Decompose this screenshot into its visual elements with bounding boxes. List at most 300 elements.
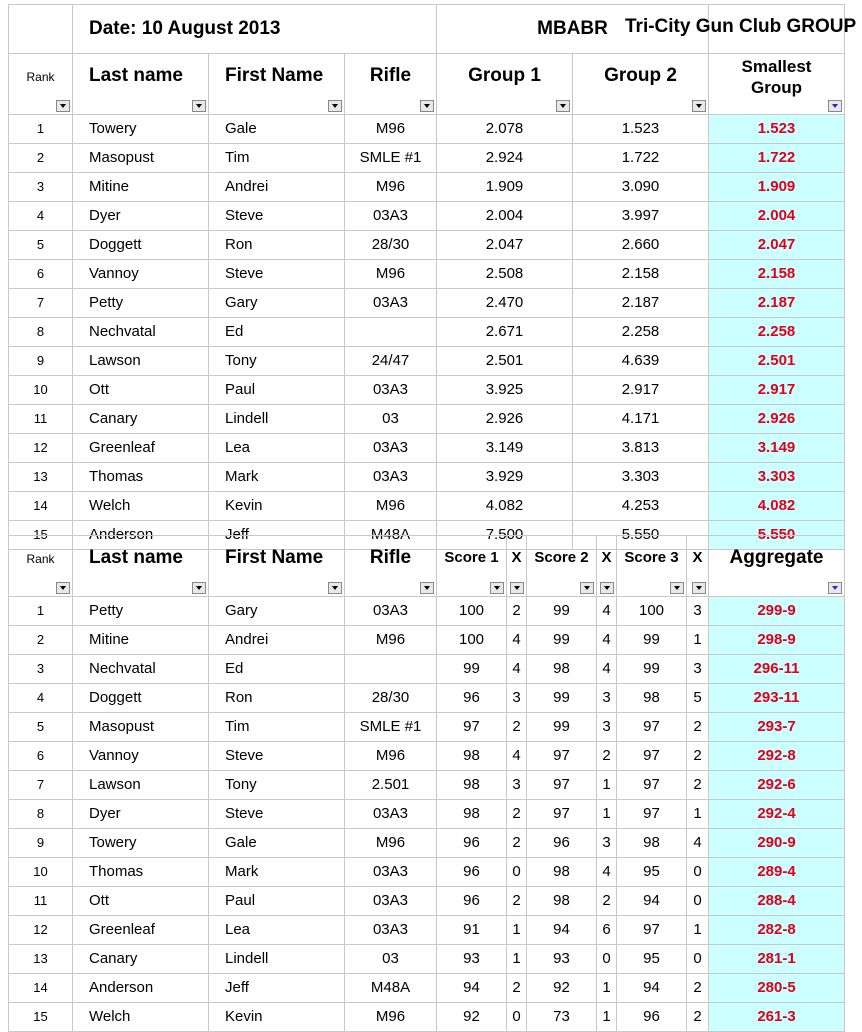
aggregate-cell[interactable]: 298-9: [709, 626, 845, 655]
rank-cell[interactable]: 7: [9, 771, 73, 800]
score3-cell[interactable]: 94: [617, 974, 687, 1003]
first-name-cell[interactable]: Ron: [209, 231, 345, 260]
rifle-header[interactable]: [345, 536, 437, 597]
score2-cell[interactable]: 97: [527, 742, 597, 771]
x1-cell[interactable]: 2: [507, 974, 527, 1003]
filter-dropdown-icon[interactable]: [670, 582, 684, 594]
rank-cell[interactable]: 9: [9, 829, 73, 858]
last-name-cell[interactable]: Greenleaf: [73, 434, 209, 463]
last-name-cell[interactable]: Masopust: [73, 144, 209, 173]
rifle-cell[interactable]: 2.501: [345, 771, 437, 800]
smallest-group-cell[interactable]: 2.047: [709, 231, 845, 260]
rifle-cell[interactable]: 03A3: [345, 916, 437, 945]
score1-cell[interactable]: 94: [437, 974, 507, 1003]
x1-cell[interactable]: 3: [507, 771, 527, 800]
rifle-cell[interactable]: M96: [345, 1003, 437, 1032]
smallest-group-cell[interactable]: 2.158: [709, 260, 845, 289]
group2-cell[interactable]: 1.722: [573, 144, 709, 173]
x3-header[interactable]: [687, 536, 709, 597]
x1-cell[interactable]: 4: [507, 626, 527, 655]
aggregate-cell[interactable]: 292-4: [709, 800, 845, 829]
rifle-cell[interactable]: 28/30: [345, 684, 437, 713]
rifle-cell[interactable]: 28/30: [345, 231, 437, 260]
rifle-cell[interactable]: M96: [345, 492, 437, 521]
score3-cell[interactable]: 97: [617, 742, 687, 771]
filter-dropdown-icon[interactable]: [328, 100, 342, 112]
rank-cell[interactable]: 4: [9, 202, 73, 231]
rank-cell[interactable]: 1: [9, 115, 73, 144]
score1-cell[interactable]: 97: [437, 713, 507, 742]
first-name-cell[interactable]: Lindell: [209, 405, 345, 434]
x2-cell[interactable]: 3: [597, 713, 617, 742]
x3-cell[interactable]: 0: [687, 887, 709, 916]
last-name-cell[interactable]: Doggett: [73, 684, 209, 713]
group1-cell[interactable]: 2.078: [437, 115, 573, 144]
x2-cell[interactable]: 3: [597, 684, 617, 713]
rank-cell[interactable]: 15: [9, 521, 73, 550]
score1-cell[interactable]: 93: [437, 945, 507, 974]
score3-header[interactable]: [617, 536, 687, 597]
last-name-header[interactable]: [73, 54, 209, 115]
rank-cell[interactable]: 14: [9, 974, 73, 1003]
x1-cell[interactable]: 1: [507, 945, 527, 974]
score1-cell[interactable]: 100: [437, 626, 507, 655]
aggregate-cell[interactable]: 288-4: [709, 887, 845, 916]
group1-cell[interactable]: 2.924: [437, 144, 573, 173]
group1-cell[interactable]: 3.929: [437, 463, 573, 492]
x3-cell[interactable]: 1: [687, 626, 709, 655]
rank-cell[interactable]: 5: [9, 713, 73, 742]
x2-cell[interactable]: 1: [597, 771, 617, 800]
x3-cell[interactable]: 0: [687, 858, 709, 887]
x3-cell[interactable]: 3: [687, 597, 709, 626]
x2-cell[interactable]: 3: [597, 829, 617, 858]
group2-cell[interactable]: 2.158: [573, 260, 709, 289]
score3-cell[interactable]: 94: [617, 887, 687, 916]
x3-cell[interactable]: 4: [687, 829, 709, 858]
score3-cell[interactable]: 98: [617, 829, 687, 858]
rank-cell[interactable]: 10: [9, 376, 73, 405]
x1-cell[interactable]: 4: [507, 742, 527, 771]
filter-dropdown-icon[interactable]: [510, 582, 524, 594]
filter-dropdown-icon[interactable]: [420, 582, 434, 594]
rifle-cell[interactable]: 03A3: [345, 858, 437, 887]
group2-cell[interactable]: 2.660: [573, 231, 709, 260]
score2-cell[interactable]: 99: [527, 713, 597, 742]
last-name-cell[interactable]: Nechvatal: [73, 655, 209, 684]
rank-cell[interactable]: 15: [9, 1003, 73, 1032]
rifle-cell[interactable]: 24/47: [345, 347, 437, 376]
aggregate-cell[interactable]: 282-8: [709, 916, 845, 945]
first-name-cell[interactable]: Steve: [209, 202, 345, 231]
rank-cell[interactable]: 13: [9, 945, 73, 974]
filter-dropdown-icon[interactable]: [328, 582, 342, 594]
first-name-cell[interactable]: Gary: [209, 289, 345, 318]
group1-cell[interactable]: 1.909: [437, 173, 573, 202]
first-name-cell[interactable]: Lea: [209, 434, 345, 463]
rank-cell[interactable]: 8: [9, 318, 73, 347]
x2-cell[interactable]: 4: [597, 858, 617, 887]
smallest-group-cell[interactable]: 2.258: [709, 318, 845, 347]
rank-header[interactable]: [9, 536, 73, 597]
aggregate-cell[interactable]: 290-9: [709, 829, 845, 858]
rifle-cell[interactable]: 03A3: [345, 800, 437, 829]
group2-cell[interactable]: 3.813: [573, 434, 709, 463]
score3-cell[interactable]: 95: [617, 858, 687, 887]
group2-cell[interactable]: 5.550: [573, 521, 709, 550]
aggregate-cell[interactable]: 261-3: [709, 1003, 845, 1032]
x1-cell[interactable]: 2: [507, 887, 527, 916]
last-name-cell[interactable]: Nechvatal: [73, 318, 209, 347]
aggregate-header[interactable]: [709, 536, 845, 597]
last-name-cell[interactable]: Thomas: [73, 463, 209, 492]
score3-cell[interactable]: 99: [617, 655, 687, 684]
x2-cell[interactable]: 1: [597, 974, 617, 1003]
score2-cell[interactable]: 99: [527, 597, 597, 626]
score3-cell[interactable]: 97: [617, 713, 687, 742]
rank-cell[interactable]: 11: [9, 887, 73, 916]
smallest-group-cell[interactable]: 1.909: [709, 173, 845, 202]
x2-cell[interactable]: 1: [597, 800, 617, 829]
x3-cell[interactable]: 2: [687, 742, 709, 771]
score1-cell[interactable]: 98: [437, 800, 507, 829]
score2-cell[interactable]: 99: [527, 684, 597, 713]
score2-cell[interactable]: 97: [527, 800, 597, 829]
rifle-cell[interactable]: SMLE #1: [345, 144, 437, 173]
score2-cell[interactable]: 92: [527, 974, 597, 1003]
rank-cell[interactable]: 6: [9, 260, 73, 289]
last-name-cell[interactable]: Petty: [73, 597, 209, 626]
score1-cell[interactable]: 96: [437, 684, 507, 713]
first-name-cell[interactable]: Kevin: [209, 1003, 345, 1032]
score2-cell[interactable]: 98: [527, 858, 597, 887]
score1-cell[interactable]: 91: [437, 916, 507, 945]
aggregate-cell[interactable]: 299-9: [709, 597, 845, 626]
x3-cell[interactable]: 2: [687, 1003, 709, 1032]
score1-cell[interactable]: 98: [437, 771, 507, 800]
filter-dropdown-icon[interactable]: [692, 100, 706, 112]
first-name-cell[interactable]: Lindell: [209, 945, 345, 974]
score3-cell[interactable]: 96: [617, 1003, 687, 1032]
score1-cell[interactable]: 99: [437, 655, 507, 684]
group1-cell[interactable]: 2.470: [437, 289, 573, 318]
group1-cell[interactable]: 2.501: [437, 347, 573, 376]
score1-cell[interactable]: 100: [437, 597, 507, 626]
last-name-cell[interactable]: Towery: [73, 829, 209, 858]
smallest-group-cell[interactable]: 2.187: [709, 289, 845, 318]
smallest-group-cell[interactable]: 2.501: [709, 347, 845, 376]
aggregate-cell[interactable]: 293-7: [709, 713, 845, 742]
rifle-cell[interactable]: 03A3: [345, 202, 437, 231]
group1-header[interactable]: [437, 54, 573, 115]
x3-cell[interactable]: 3: [687, 655, 709, 684]
filter-dropdown-icon[interactable]: [692, 582, 706, 594]
last-name-cell[interactable]: Doggett: [73, 231, 209, 260]
first-name-header[interactable]: [209, 536, 345, 597]
x3-cell[interactable]: 1: [687, 916, 709, 945]
rifle-cell[interactable]: M96: [345, 626, 437, 655]
first-name-cell[interactable]: Tony: [209, 771, 345, 800]
rifle-cell[interactable]: 03: [345, 405, 437, 434]
filter-dropdown-icon[interactable]: [56, 582, 70, 594]
score3-cell[interactable]: 97: [617, 916, 687, 945]
first-name-cell[interactable]: Steve: [209, 800, 345, 829]
smallest-group-cell[interactable]: 5.550: [709, 521, 845, 550]
rank-cell[interactable]: 1: [9, 597, 73, 626]
first-name-cell[interactable]: Mark: [209, 463, 345, 492]
first-name-cell[interactable]: Paul: [209, 376, 345, 405]
rank-cell[interactable]: 10: [9, 858, 73, 887]
first-name-cell[interactable]: Jeff: [209, 974, 345, 1003]
smallest-group-cell[interactable]: 4.082: [709, 492, 845, 521]
rifle-cell[interactable]: M96: [345, 742, 437, 771]
score2-cell[interactable]: 99: [527, 626, 597, 655]
rank-cell[interactable]: 7: [9, 289, 73, 318]
group2-cell[interactable]: 4.171: [573, 405, 709, 434]
rank-cell[interactable]: 11: [9, 405, 73, 434]
x2-cell[interactable]: 2: [597, 742, 617, 771]
last-name-cell[interactable]: Dyer: [73, 202, 209, 231]
rank-header[interactable]: [9, 54, 73, 115]
first-name-cell[interactable]: Tim: [209, 144, 345, 173]
last-name-cell[interactable]: Anderson: [73, 974, 209, 1003]
group2-cell[interactable]: 4.639: [573, 347, 709, 376]
first-name-cell[interactable]: Gary: [209, 597, 345, 626]
last-name-cell[interactable]: Lawson: [73, 771, 209, 800]
rank-cell[interactable]: 5: [9, 231, 73, 260]
filter-dropdown-icon[interactable]: [192, 582, 206, 594]
x2-cell[interactable]: 2: [597, 887, 617, 916]
last-name-cell[interactable]: Welch: [73, 492, 209, 521]
rifle-cell[interactable]: M96: [345, 173, 437, 202]
score1-cell[interactable]: 98: [437, 742, 507, 771]
first-name-cell[interactable]: Andrei: [209, 173, 345, 202]
rifle-cell[interactable]: 03A3: [345, 434, 437, 463]
rifle-cell[interactable]: 03A3: [345, 597, 437, 626]
group1-cell[interactable]: 2.926: [437, 405, 573, 434]
smallest-group-cell[interactable]: 3.149: [709, 434, 845, 463]
rifle-cell[interactable]: [345, 318, 437, 347]
last-name-cell[interactable]: Ott: [73, 887, 209, 916]
last-name-cell[interactable]: Canary: [73, 405, 209, 434]
score2-cell[interactable]: 98: [527, 655, 597, 684]
group1-cell[interactable]: 3.925: [437, 376, 573, 405]
score1-cell[interactable]: 92: [437, 1003, 507, 1032]
filter-dropdown-icon[interactable]: [192, 100, 206, 112]
score2-header[interactable]: [527, 536, 597, 597]
smallest-group-header[interactable]: [709, 54, 845, 115]
last-name-cell[interactable]: Mitine: [73, 173, 209, 202]
first-name-cell[interactable]: Tim: [209, 713, 345, 742]
rank-cell[interactable]: 6: [9, 742, 73, 771]
group1-cell[interactable]: 2.508: [437, 260, 573, 289]
filter-dropdown-icon[interactable]: [490, 582, 504, 594]
rifle-cell[interactable]: [345, 655, 437, 684]
group2-cell[interactable]: 2.187: [573, 289, 709, 318]
score2-cell[interactable]: 98: [527, 887, 597, 916]
score2-cell[interactable]: 93: [527, 945, 597, 974]
group2-cell[interactable]: 3.997: [573, 202, 709, 231]
first-name-cell[interactable]: Gale: [209, 829, 345, 858]
first-name-cell[interactable]: Mark: [209, 858, 345, 887]
rank-cell[interactable]: 12: [9, 434, 73, 463]
aggregate-cell[interactable]: 296-11: [709, 655, 845, 684]
last-name-cell[interactable]: Ott: [73, 376, 209, 405]
last-name-cell[interactable]: Mitine: [73, 626, 209, 655]
rifle-header[interactable]: [345, 54, 437, 115]
rank-cell[interactable]: 4: [9, 684, 73, 713]
score2-cell[interactable]: 96: [527, 829, 597, 858]
smallest-group-cell[interactable]: 1.523: [709, 115, 845, 144]
x1-cell[interactable]: 1: [507, 916, 527, 945]
rifle-cell[interactable]: M96: [345, 115, 437, 144]
rank-cell[interactable]: 12: [9, 916, 73, 945]
aggregate-cell[interactable]: 292-8: [709, 742, 845, 771]
last-name-cell[interactable]: Towery: [73, 115, 209, 144]
last-name-cell[interactable]: Canary: [73, 945, 209, 974]
x3-cell[interactable]: 0: [687, 945, 709, 974]
rank-cell[interactable]: 13: [9, 463, 73, 492]
x1-cell[interactable]: 2: [507, 829, 527, 858]
first-name-cell[interactable]: Gale: [209, 115, 345, 144]
x1-cell[interactable]: 2: [507, 713, 527, 742]
x2-cell[interactable]: 4: [597, 626, 617, 655]
first-name-cell[interactable]: Kevin: [209, 492, 345, 521]
aggregate-cell[interactable]: 292-6: [709, 771, 845, 800]
aggregate-cell[interactable]: 281-1: [709, 945, 845, 974]
group2-cell[interactable]: 2.258: [573, 318, 709, 347]
rank-cell[interactable]: 2: [9, 144, 73, 173]
first-name-header[interactable]: [209, 54, 345, 115]
rifle-cell[interactable]: M48A: [345, 974, 437, 1003]
aggregate-cell[interactable]: 289-4: [709, 858, 845, 887]
rifle-cell[interactable]: 03: [345, 945, 437, 974]
last-name-cell[interactable]: Welch: [73, 1003, 209, 1032]
score2-cell[interactable]: 97: [527, 771, 597, 800]
group2-cell[interactable]: 1.523: [573, 115, 709, 144]
smallest-group-cell[interactable]: 2.917: [709, 376, 845, 405]
score3-cell[interactable]: 95: [617, 945, 687, 974]
x2-cell[interactable]: 4: [597, 655, 617, 684]
score1-cell[interactable]: 96: [437, 887, 507, 916]
last-name-cell[interactable]: Dyer: [73, 800, 209, 829]
x3-cell[interactable]: 2: [687, 771, 709, 800]
smallest-group-cell[interactable]: 2.004: [709, 202, 845, 231]
score1-header[interactable]: [437, 536, 507, 597]
first-name-cell[interactable]: Ed: [209, 318, 345, 347]
aggregate-cell[interactable]: 293-11: [709, 684, 845, 713]
x1-header[interactable]: [507, 536, 527, 597]
filter-dropdown-icon[interactable]: [556, 100, 570, 112]
smallest-group-cell[interactable]: 2.926: [709, 405, 845, 434]
first-name-cell[interactable]: Ed: [209, 655, 345, 684]
score1-cell[interactable]: 96: [437, 858, 507, 887]
first-name-cell[interactable]: Tony: [209, 347, 345, 376]
x2-cell[interactable]: 0: [597, 945, 617, 974]
score2-cell[interactable]: 94: [527, 916, 597, 945]
last-name-cell[interactable]: Masopust: [73, 713, 209, 742]
filter-dropdown-icon[interactable]: [56, 100, 70, 112]
x1-cell[interactable]: 2: [507, 597, 527, 626]
rifle-cell[interactable]: M96: [345, 829, 437, 858]
rifle-cell[interactable]: M48A: [345, 521, 437, 550]
first-name-cell[interactable]: Paul: [209, 887, 345, 916]
smallest-group-cell[interactable]: 1.722: [709, 144, 845, 173]
sort-dropdown-icon[interactable]: [828, 582, 842, 594]
rank-cell[interactable]: 2: [9, 626, 73, 655]
x1-cell[interactable]: 4: [507, 655, 527, 684]
score2-cell[interactable]: 73: [527, 1003, 597, 1032]
group2-cell[interactable]: 3.090: [573, 173, 709, 202]
last-name-cell[interactable]: Vannoy: [73, 260, 209, 289]
rifle-cell[interactable]: SMLE #1: [345, 713, 437, 742]
x1-cell[interactable]: 0: [507, 858, 527, 887]
score1-cell[interactable]: 96: [437, 829, 507, 858]
first-name-cell[interactable]: Jeff: [209, 521, 345, 550]
smallest-group-cell[interactable]: 3.303: [709, 463, 845, 492]
first-name-cell[interactable]: Lea: [209, 916, 345, 945]
rifle-cell[interactable]: 03A3: [345, 887, 437, 916]
score3-cell[interactable]: 100: [617, 597, 687, 626]
x1-cell[interactable]: 0: [507, 1003, 527, 1032]
group1-cell[interactable]: 2.671: [437, 318, 573, 347]
x2-cell[interactable]: 4: [597, 597, 617, 626]
x3-cell[interactable]: 5: [687, 684, 709, 713]
group1-cell[interactable]: 2.047: [437, 231, 573, 260]
x2-cell[interactable]: 1: [597, 1003, 617, 1032]
rank-cell[interactable]: 9: [9, 347, 73, 376]
rank-cell[interactable]: 3: [9, 655, 73, 684]
last-name-header[interactable]: [73, 536, 209, 597]
rank-cell[interactable]: 8: [9, 800, 73, 829]
group1-cell[interactable]: 4.082: [437, 492, 573, 521]
x3-cell[interactable]: 2: [687, 974, 709, 1003]
last-name-cell[interactable]: Vannoy: [73, 742, 209, 771]
last-name-cell[interactable]: Petty: [73, 289, 209, 318]
last-name-cell[interactable]: Greenleaf: [73, 916, 209, 945]
x2-header[interactable]: [597, 536, 617, 597]
rifle-cell[interactable]: 03A3: [345, 289, 437, 318]
first-name-cell[interactable]: Steve: [209, 260, 345, 289]
group1-cell[interactable]: 7.500: [437, 521, 573, 550]
last-name-cell[interactable]: Lawson: [73, 347, 209, 376]
sort-dropdown-icon[interactable]: [828, 100, 842, 112]
x3-cell[interactable]: 2: [687, 713, 709, 742]
first-name-cell[interactable]: Steve: [209, 742, 345, 771]
filter-dropdown-icon[interactable]: [600, 582, 614, 594]
filter-dropdown-icon[interactable]: [580, 582, 594, 594]
x1-cell[interactable]: 3: [507, 684, 527, 713]
x1-cell[interactable]: 2: [507, 800, 527, 829]
first-name-cell[interactable]: Andrei: [209, 626, 345, 655]
rifle-cell[interactable]: 03A3: [345, 376, 437, 405]
group1-cell[interactable]: 3.149: [437, 434, 573, 463]
last-name-cell[interactable]: Thomas: [73, 858, 209, 887]
score3-cell[interactable]: 97: [617, 800, 687, 829]
group1-cell[interactable]: 2.004: [437, 202, 573, 231]
aggregate-cell[interactable]: 280-5: [709, 974, 845, 1003]
rifle-cell[interactable]: M96: [345, 260, 437, 289]
group2-cell[interactable]: 4.253: [573, 492, 709, 521]
group2-cell[interactable]: 2.917: [573, 376, 709, 405]
filter-dropdown-icon[interactable]: [420, 100, 434, 112]
x2-cell[interactable]: 6: [597, 916, 617, 945]
group2-header[interactable]: [573, 54, 709, 115]
rank-cell[interactable]: 3: [9, 173, 73, 202]
rank-cell[interactable]: 14: [9, 492, 73, 521]
last-name-cell[interactable]: Anderson: [73, 521, 209, 550]
first-name-cell[interactable]: Ron: [209, 684, 345, 713]
